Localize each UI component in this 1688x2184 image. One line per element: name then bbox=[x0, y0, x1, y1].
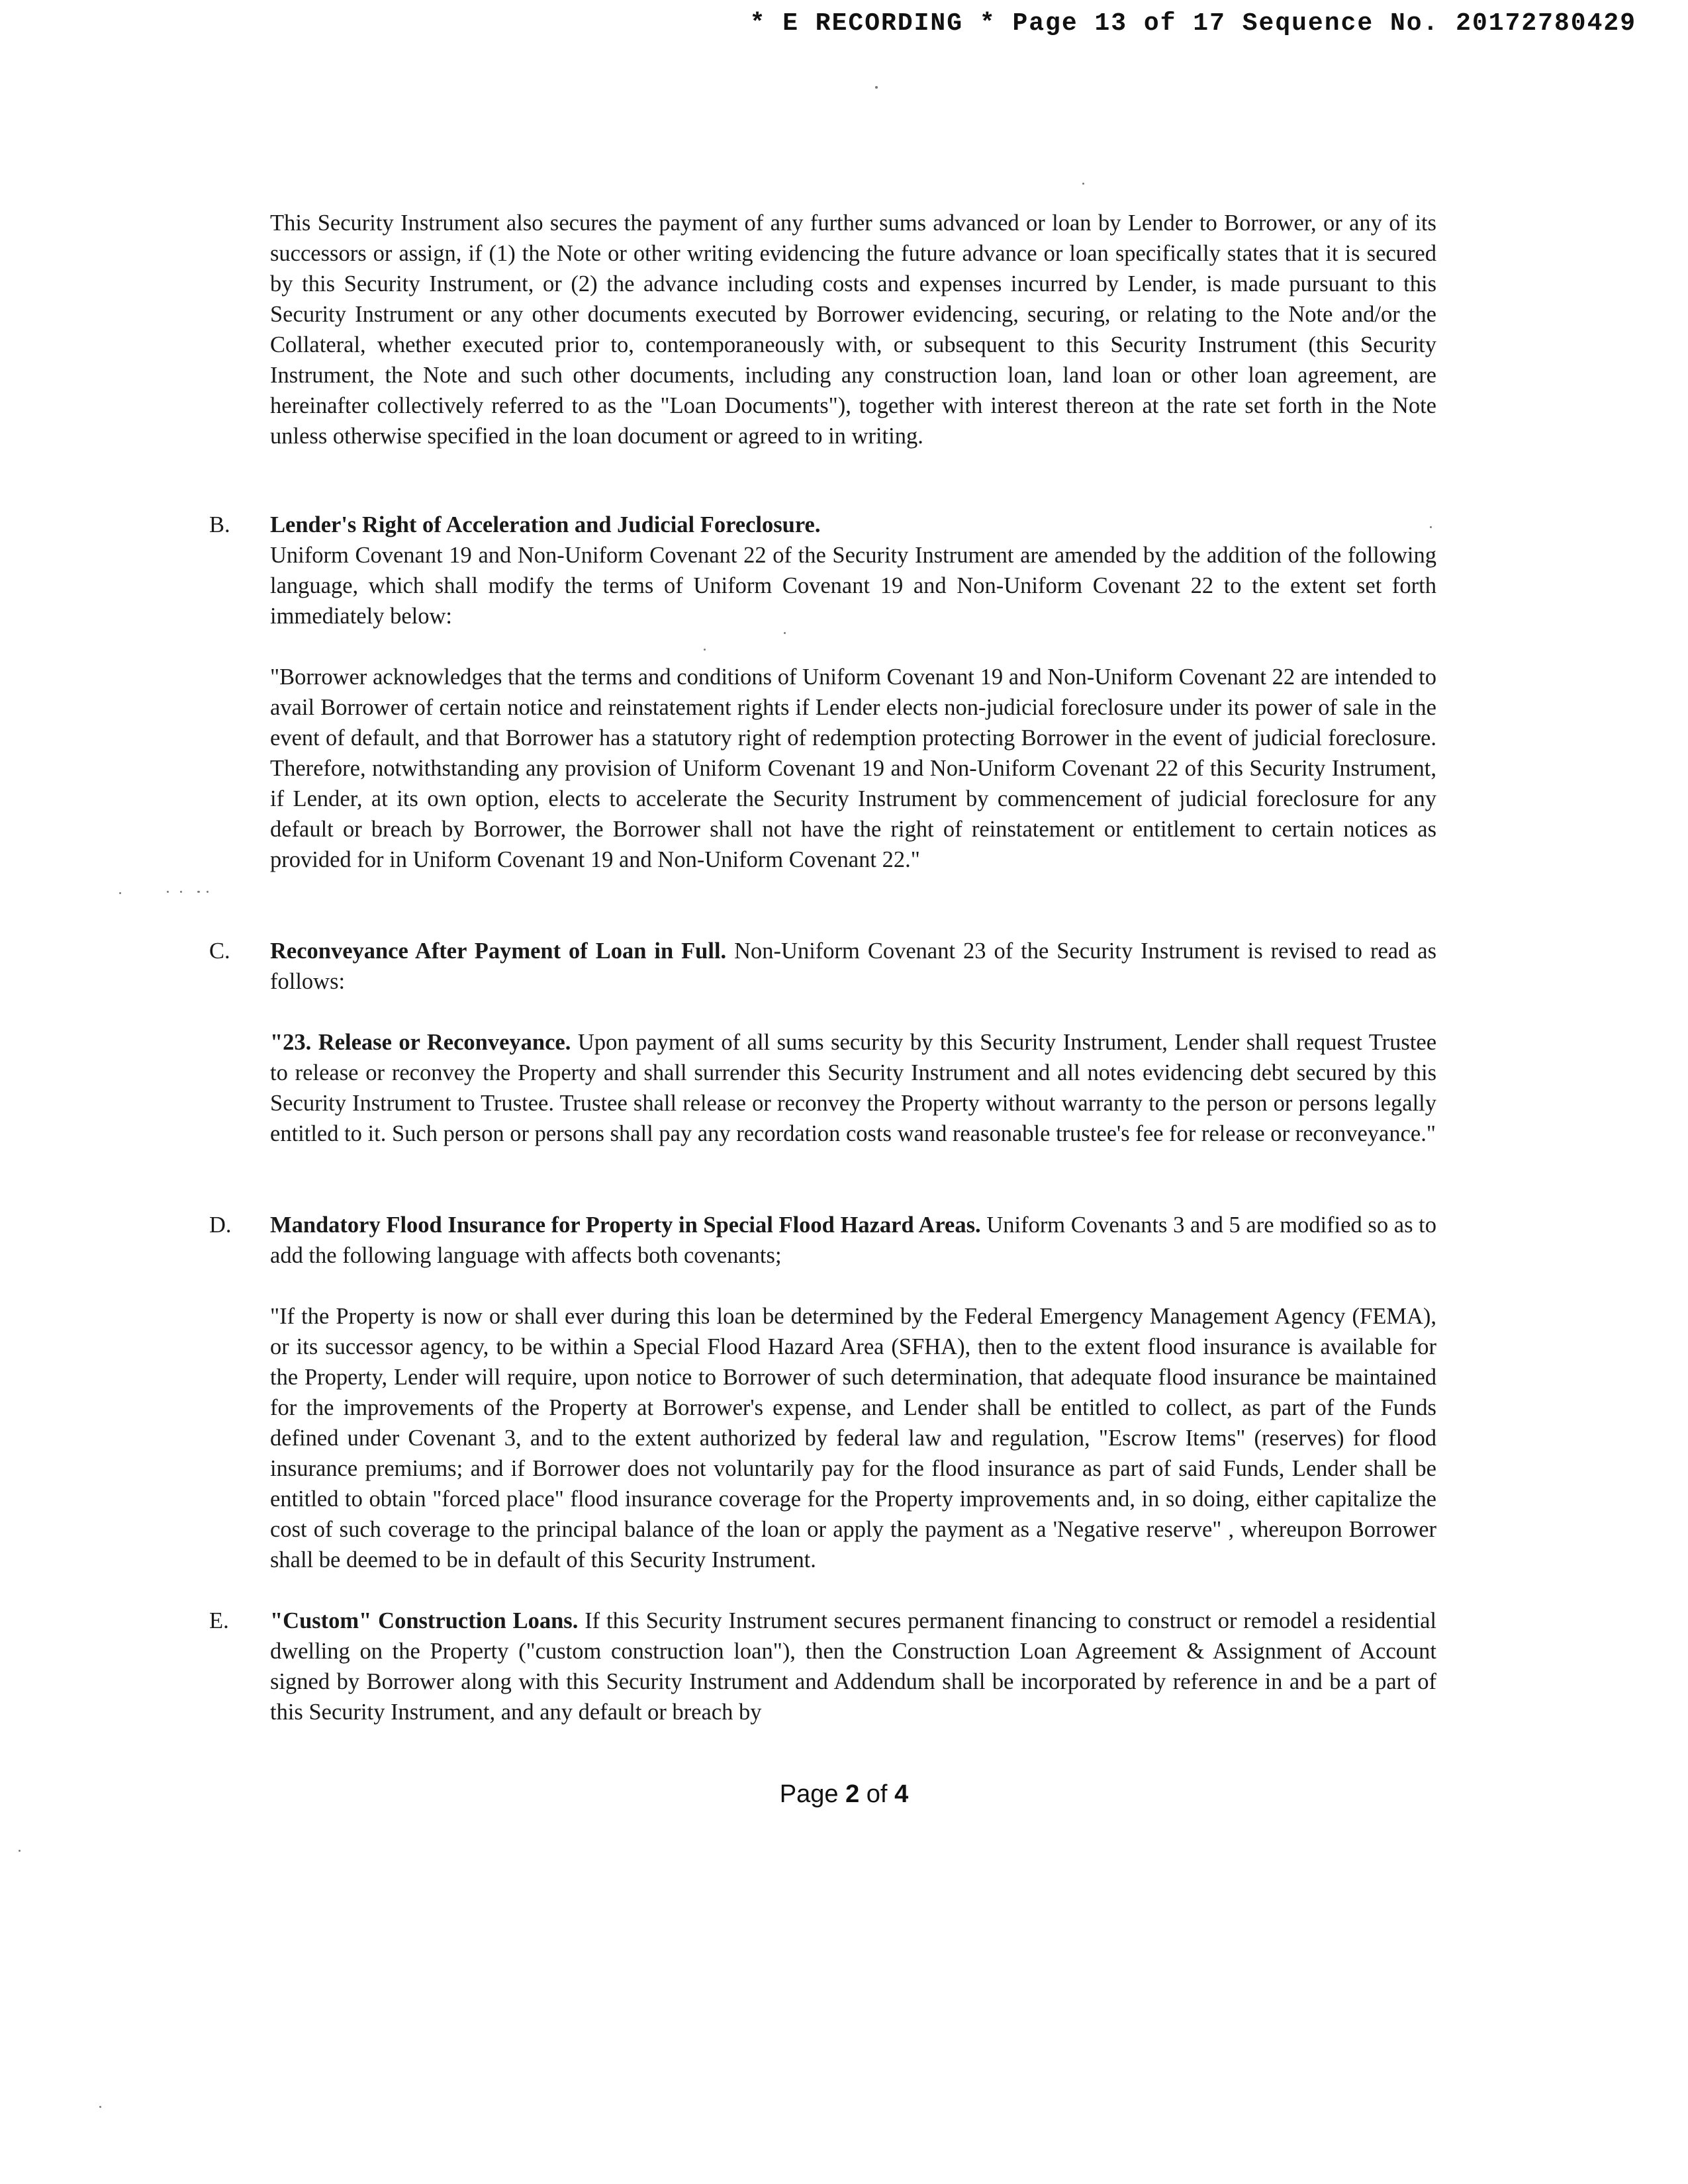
section-b-heading bbox=[270, 510, 1436, 540]
section-c-intro: Non-Uniform Covenant 23 of the Security Instrument is revised to read as follows: bbox=[270, 938, 1437, 994]
scan-speck bbox=[167, 891, 169, 893]
section-d bbox=[209, 1210, 1436, 1575]
page-footer bbox=[0, 1780, 1688, 1809]
section-d-title: Mandatory Flood Insurance for Property in Special Flood Hazard Areas. bbox=[270, 1212, 981, 1238]
section-e-heading bbox=[270, 1606, 1436, 1727]
section-d-intro: Uniform Covenants 3 and 5 are modified so as to add the following language with affects both covenants; bbox=[270, 1212, 1436, 1268]
footer-page-total: 4 bbox=[894, 1780, 909, 1808]
section-b-intro: Uniform Covenant 19 and Non-Uniform Covenant 22 of the Security Instrument are amended by the addition of the following language, which shall modify the terms of Uniform Covenant 19 and Non-Uniform Covenant 22 to the extent set forth immediately below: bbox=[270, 543, 1436, 629]
scan-speck bbox=[19, 1850, 21, 1852]
section-d-heading bbox=[270, 1210, 1436, 1271]
scan-speck bbox=[704, 649, 706, 651]
section-c-quote-title: "23. Release or Reconveyance. bbox=[270, 1030, 571, 1055]
footer-of: of bbox=[866, 1780, 888, 1808]
section-c-quote: Upon payment of all sums security by this Security Instrument, Lender shall request Trustee to release or reconvey the Property and shall surrender this Security Instrument and all notes evidencing debt secured by this Security Instrument to Trustee. Trustee shall release or reconvey the Property without warranty to the person or persons legally entitled to it. Such person or persons shall pay any recordation costs wand reasonable trustee's fee for release or reconveyance." bbox=[270, 1030, 1437, 1146]
scan-speck bbox=[180, 891, 182, 893]
section-b-title: Lender's Right of Acceleration and Judicial Foreclosure. bbox=[270, 512, 821, 537]
section-d-quote: "If the Property is now or shall ever during this loan be determined by the Federal Emergency Management Agency (FEMA), or its successor agency, to be within a Special Flood Hazard Area (SFHA), then to the extent flood insurance is available for the Property, Lender will require, upon notice to Borrower of such determination, that adequate flood insurance be maintained for the improvements of the Property at Borrower's expense, and Lender shall be entitled to collect, as part of the Funds defined under Covenant 3, and to the extent authorized by federal law and regulation, "Escrow Items" (reserves) for flood insurance premiums; and if Borrower does not voluntarily pay for the flood insurance as part of said Funds, Lender shall be entitled to obtain "forced place" flood insurance coverage for the Property improvements and, in so doing, either capitalize the cost of such coverage to the principal balance of the loan or apply the payment as a 'Negative reserve" , whereupon Borrower shall be deemed to be in default of this Security Instrument. bbox=[270, 1304, 1436, 1572]
section-b-quote: "Borrower acknowledges that the terms and conditions of Uniform Covenant 19 and Non-Uniform Covenant 22 are intended to avail Borrower of certain notice and reinstatement rights if Lender elects non-judicial foreclosure under its power of sale in the event of default, and that Borrower has a statutory right of redemption protecting Borrower in the event of judicial foreclosure. Therefore, notwithstanding any provision of Uniform Covenant 19 and Non-Uniform Covenant 22 of this Security Instrument, if Lender, at its own option, elects to accelerate the Security Instrument by commencement of judicial foreclosure for any default or breach by Borrower, the Borrower shall not have the right of reinstatement or entitlement to certain notices as provided for in Uniform Covenant 19 and Non-Uniform Covenant 22." bbox=[270, 664, 1436, 872]
scan-speck bbox=[1082, 183, 1084, 185]
footer-page-number: 2 bbox=[845, 1780, 860, 1808]
section-e-letter: E. bbox=[209, 1608, 229, 1633]
scan-speck bbox=[99, 2106, 101, 2108]
section-c-quote-block bbox=[270, 1027, 1436, 1149]
recording-header: * E RECORDING * Page 13 of 17 Sequence No. 20172780429 bbox=[749, 9, 1636, 38]
scan-speck bbox=[875, 86, 878, 89]
scan-speck bbox=[784, 632, 786, 634]
section-e-title: "Custom" Construction Loans. bbox=[270, 1608, 579, 1633]
section-c bbox=[209, 936, 1437, 1149]
intro-paragraph: This Security Instrument also secures the payment of any further sums advanced or loan by Lender to Borrower, or any of its successors or assign, if (1) the Note or other writing evidencing the future advance or loan specifically states that it is secured by this Security Instrument, or (2) the advance including costs and expenses incurred by Lender, is made pursuant to this Security Instrument or any other documents executed by Borrower evidencing, securing, or relating to the Note and/or the Collateral, whether executed prior to, contemporaneously with, or subsequent to this Security Instrument (this Security Instrument, the Note and such other documents, including any construction loan, land loan or other loan agreement, are hereinafter collectively referred to as the "Loan Documents"), together with interest thereon at the rate set forth in the Note unless otherwise specified in the loan document or agreed to in writing. bbox=[270, 210, 1436, 449]
scan-speck bbox=[119, 892, 121, 894]
section-c-title: Reconveyance After Payment of Loan in Full. bbox=[270, 938, 727, 964]
scan-speck bbox=[197, 891, 200, 893]
section-e bbox=[209, 1606, 1437, 1727]
scan-speck bbox=[207, 891, 209, 893]
section-c-heading bbox=[270, 936, 1436, 997]
section-b bbox=[209, 510, 1436, 875]
section-b-letter: B. bbox=[209, 512, 230, 537]
footer-page-prefix: Page bbox=[779, 1780, 839, 1808]
section-d-letter: D. bbox=[209, 1212, 232, 1238]
section-c-letter: C. bbox=[209, 938, 230, 964]
scan-speck bbox=[1430, 526, 1432, 528]
section-e-intro: If this Security Instrument secures permanent financing to construct or remodel a residential dwelling on the Property ("custom construction loan"), then the Construction Loan Agreement & Assignment of Account signed by Borrower along with this Security Instrument and Addendum shall be incorporated by reference in and be a part of this Security Instrument, and any default or breach by bbox=[270, 1608, 1437, 1725]
